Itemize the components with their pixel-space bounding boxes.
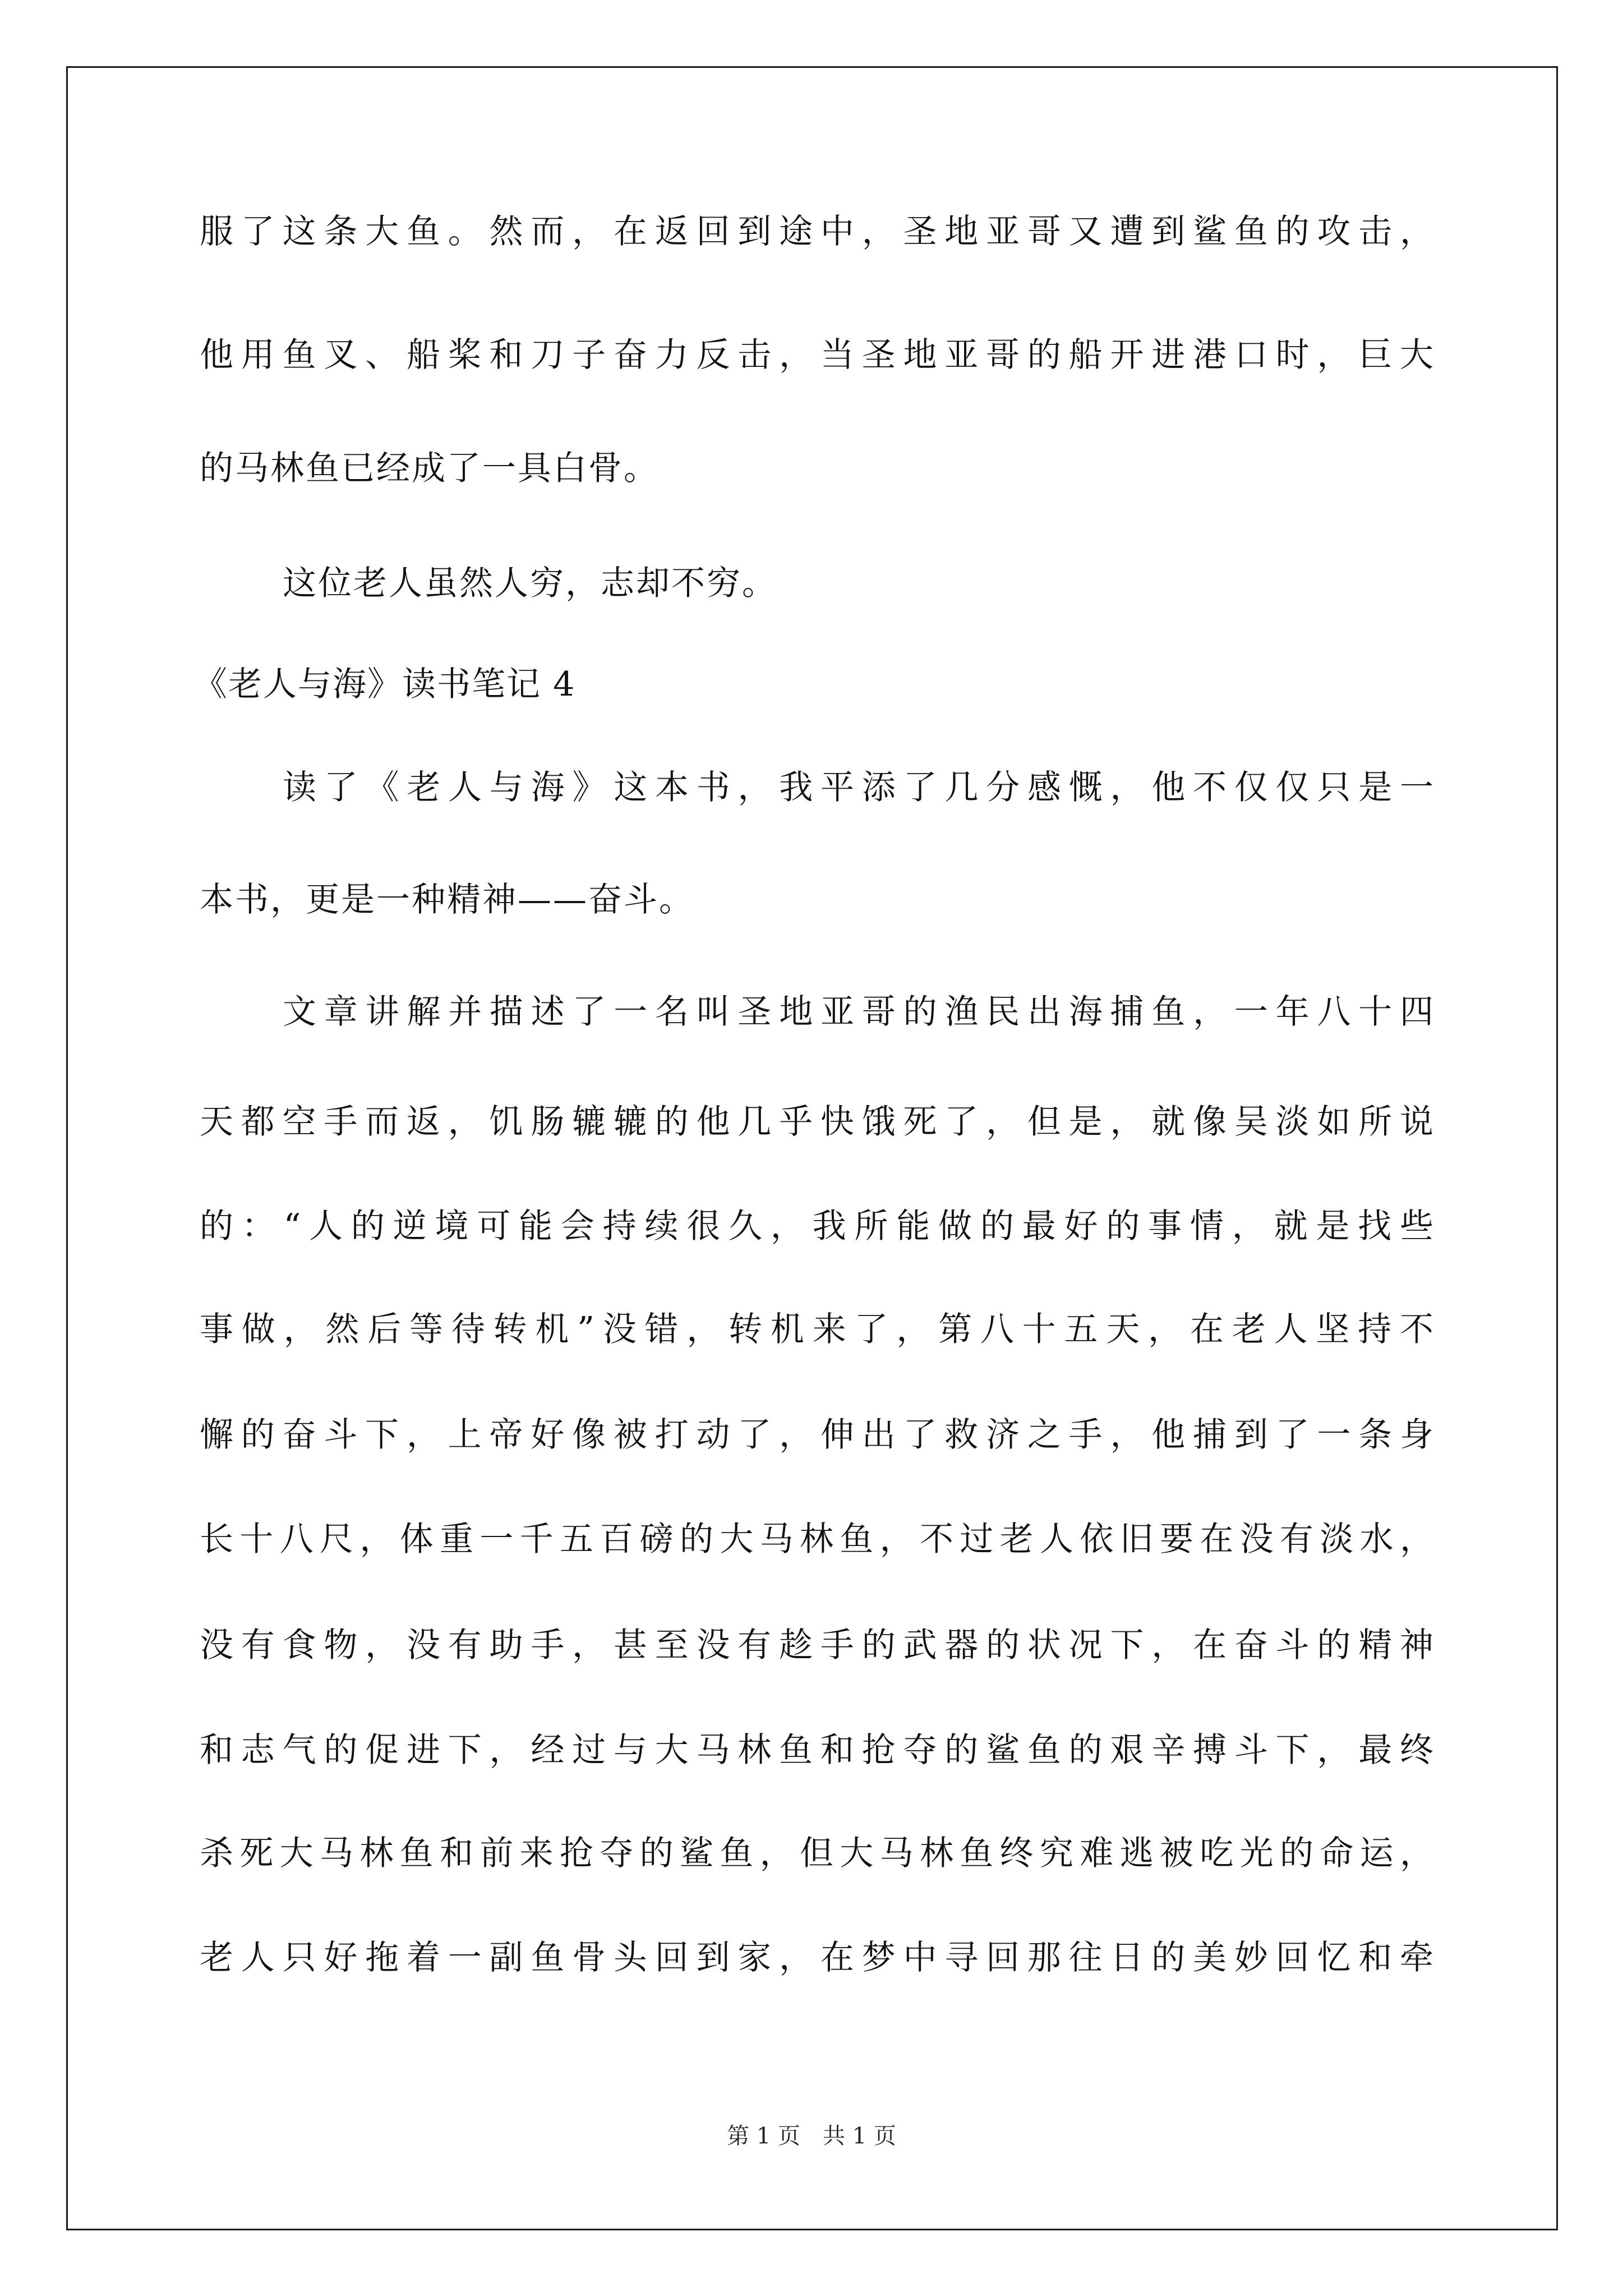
text-line: 文章讲解并描述了一名叫圣地亚哥的渔民出海捕鱼，一年八十四: [283, 992, 1433, 1032]
text-line: 老人只好拖着一副鱼骨头回到家，在梦中寻回那往日的美妙回忆和牵: [200, 1938, 1433, 1977]
text-line: 的马林鱼已经成了一具白骨。: [200, 449, 659, 488]
text-line: 懈的奋斗下，上帝好像被打动了，伸出了救济之手，他捕到了一条身: [200, 1415, 1433, 1455]
section-heading: 《老人与海》读书笔记 4: [193, 665, 576, 704]
text-line: 本书，更是一种精神——奋斗。: [200, 880, 694, 919]
text-line: 这位老人虽然人穷，志却不穷。: [283, 564, 777, 603]
text-line: 读了《老人与海》这本书，我平添了几分感慨，他不仅仅只是一: [283, 768, 1433, 807]
text-line: 没有食物，没有助手，甚至没有趁手的武器的状况下，在奋斗的精神: [200, 1626, 1433, 1665]
page-number-footer: 第 1 页 共 1 页: [727, 2123, 896, 2149]
text-line: 杀死大马林鱼和前来抢夺的鲨鱼，但大马林鱼终究难逃被吃光的命运，: [200, 1834, 1433, 1873]
text-line: 他用鱼叉、船桨和刀子奋力反击，当圣地亚哥的船开进港口时，巨大: [200, 335, 1433, 375]
text-line: 长十八尺，体重一千五百磅的大马林鱼，不过老人依旧要在没有淡水，: [200, 1520, 1433, 1559]
page-border: [66, 66, 1558, 2230]
text-line: 服了这条大鱼。然而，在返回到途中，圣地亚哥又遭到鲨鱼的攻击，: [200, 212, 1433, 251]
text-line: 和志气的促进下，经过与大马林鱼和抢夺的鲨鱼的艰辛搏斗下，最终: [200, 1731, 1433, 1770]
text-line: 天都空手而返，饥肠辘辘的他几乎快饿死了，但是，就像吴淡如所说: [200, 1102, 1433, 1142]
text-line: 的：“人的逆境可能会持续很久，我所能做的最好的事情，就是找些: [200, 1207, 1433, 1246]
text-line: 事做，然后等待转机”没错，转机来了，第八十五天，在老人坚持不: [200, 1310, 1433, 1349]
